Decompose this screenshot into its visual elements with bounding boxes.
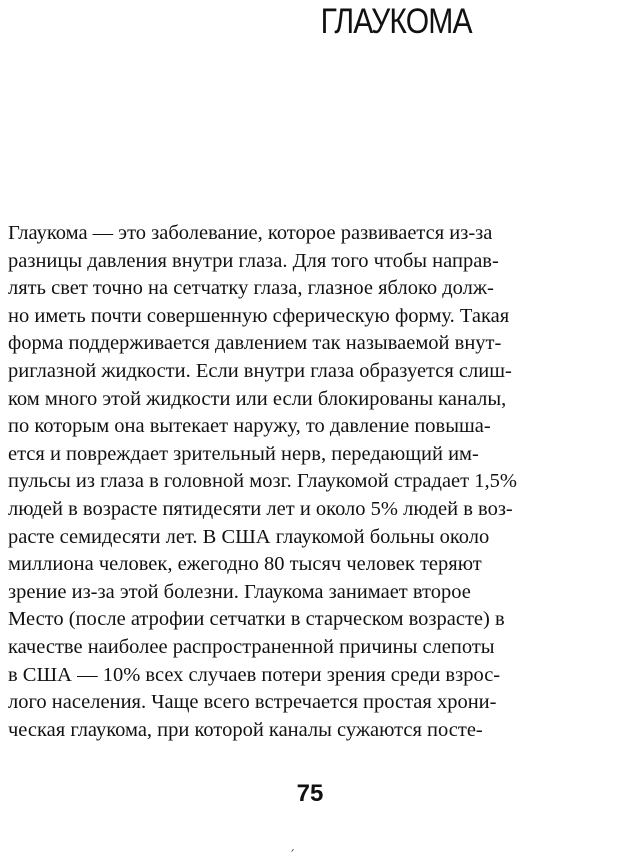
page-number: 75 xyxy=(296,780,324,807)
chapter-title: ГЛАУКОМА xyxy=(320,2,472,41)
text-line: риглазной жидкости. Если внутри глаза образуется слиш- xyxy=(8,359,512,382)
text-line: ческая глаукома, при которой каналы сужаются посте- xyxy=(8,718,483,741)
text-line: расте семидесяти лет. В США глаукомой больны около xyxy=(8,525,490,548)
text-line: Место (после атрофии сетчатки в старческом возрасте) в xyxy=(8,608,505,631)
body-text xyxy=(8,220,612,744)
text-line: разницы давления внутри глаза. Для того чтобы направ- xyxy=(8,249,499,272)
text-line: форма поддерживается давлением так называемой внут- xyxy=(8,332,502,355)
text-line: по которым она вытекает наружу, то давление повыша- xyxy=(8,415,491,438)
text-line: качестве наиболее распространенной причины слепоты xyxy=(8,635,495,658)
text-line: ком много этой жидкости или если блокированы каналы, xyxy=(8,387,507,410)
scan-artifact-mark: ´ xyxy=(289,848,295,862)
text-line: зрение из-за этой болезни. Глаукома занимает второе xyxy=(8,580,471,603)
text-line: но иметь почти совершенную сферическую форму. Такая xyxy=(8,304,510,327)
text-line: лого населения. Чаще всего встречается простая хрони- xyxy=(8,691,497,714)
text-line: миллиона человек, ежегодно 80 тысяч человек теряют xyxy=(8,553,482,576)
text-line: пульсы из глаза в головной мозг. Глаукомой страдает 1,5% xyxy=(8,470,517,493)
text-line: в США — 10% всех случаев потери зрения среди взрос- xyxy=(8,663,501,686)
text-line: ется и повреждает зрительный нерв, передающий им- xyxy=(8,442,479,465)
text-line: Глаукома — это заболевание, которое развивается из-за xyxy=(8,222,493,244)
text-line: лять свет точно на сетчатку глаза, глазное яблоко долж- xyxy=(8,277,494,300)
text-line: людей в возрасте пятидесяти лет и около 5% людей в воз- xyxy=(8,497,513,520)
